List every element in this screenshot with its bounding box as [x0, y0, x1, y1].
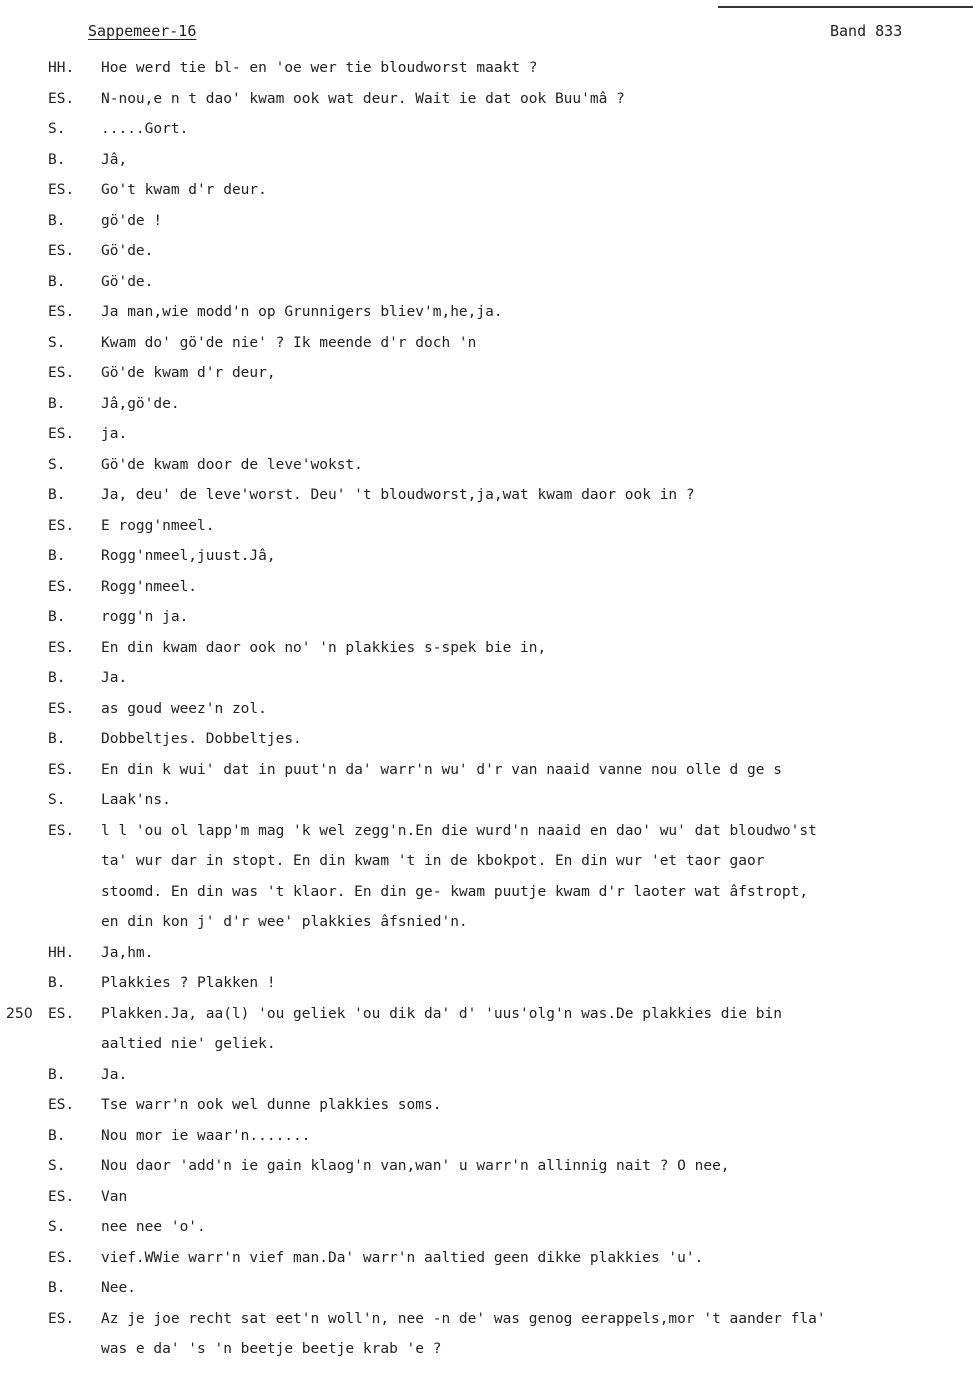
speaker-label: ES. — [48, 761, 75, 778]
transcript — [0, 53, 973, 1365]
transcript-row — [0, 968, 973, 999]
transcript-row — [0, 145, 973, 176]
speaker-label: ES. — [48, 822, 75, 839]
transcript-row — [0, 328, 973, 359]
transcript-row — [0, 480, 973, 511]
utterance-line: Rogg'nmeel. — [101, 578, 198, 595]
speaker-label: B. — [48, 975, 66, 991]
transcript-row — [0, 1182, 973, 1213]
transcript-row — [0, 633, 973, 664]
speaker-label: B. — [48, 731, 66, 747]
line-number: 250 — [6, 1005, 33, 1022]
transcript-row — [0, 1304, 973, 1365]
speaker-label: ES. — [48, 639, 75, 656]
utterance-line: Jâ, — [101, 151, 128, 168]
transcript-row — [0, 1273, 973, 1304]
transcript-row — [0, 358, 973, 389]
utterance-line: as goud weez'n zol. — [101, 700, 267, 717]
speaker-label: S. — [48, 121, 66, 137]
speaker-label: B. — [48, 1280, 66, 1296]
utterance-line: vief.WWie warr'n vief man.Da' warr'n aaltied geen dikke plakkies 'u'. — [101, 1249, 704, 1266]
transcript-row — [0, 541, 973, 572]
utterance-line: En din kwam daor ook no' 'n plakkies s-spek bie in, — [101, 639, 547, 656]
speaker-label: HH. — [48, 944, 75, 961]
utterance-line: Hoe werd tie bl- en 'oe wer tie bloudworst maakt ? — [101, 60, 538, 76]
speaker-label: B. — [48, 151, 66, 168]
transcript-row — [0, 755, 973, 786]
speaker-label: B. — [48, 273, 66, 290]
transcript-row — [0, 785, 973, 816]
utterance-line: Az je joe recht sat eet'n woll'n, nee -n de' was genog eerappels,mor 't aander fla' — [101, 1310, 826, 1327]
speaker-label: B. — [48, 1127, 66, 1144]
utterance-line: N-nou,e n t dao' kwam ook wat deur. Wait ie dat ook Buu'mâ ? — [101, 90, 625, 107]
utterance-line: Laak'ns. — [101, 792, 171, 808]
band-label: Band 833 — [830, 22, 903, 40]
transcript-row — [0, 816, 973, 938]
speaker-label: ES. — [48, 1249, 75, 1266]
speaker-label: ES. — [48, 1005, 75, 1022]
speaker-label: ES. — [48, 304, 75, 320]
transcript-row — [0, 1151, 973, 1182]
speaker-label: ES. — [48, 1097, 75, 1113]
utterance-line: E rogg'nmeel. — [101, 517, 215, 534]
utterance-line: Tse warr'n ook wel dunne plakkies soms. — [101, 1097, 442, 1113]
transcript-row — [0, 236, 973, 267]
speaker-label: ES. — [48, 1310, 75, 1327]
transcript-row — [0, 511, 973, 542]
utterance-line: Ja. — [101, 1066, 128, 1083]
utterance-line: En din k wui' dat in puut'n da' warr'n wu' d'r van naaid vanne nou olle d ge s — [101, 761, 782, 778]
speaker-label: ES. — [48, 700, 75, 717]
transcript-row — [0, 602, 973, 633]
speaker-label: ES. — [48, 578, 75, 595]
transcript-row — [0, 1121, 973, 1152]
document-title: Sappemeer-16 — [88, 22, 197, 40]
transcript-row — [0, 1060, 973, 1091]
speaker-label: ES. — [48, 90, 75, 107]
utterance-line: Nou mor ie waar'n....... — [101, 1127, 311, 1144]
utterance-line: Kwam do' gö'de nie' ? Ik meende d'r doch 'n — [101, 334, 477, 351]
utterance-line: .....Gort. — [101, 121, 189, 137]
utterance-line: Gö'de kwam d'r deur, — [101, 365, 276, 381]
transcript-row — [0, 663, 973, 694]
utterance-line: nee nee 'o'. — [101, 1219, 206, 1235]
speaker-label: ES. — [48, 243, 75, 259]
utterance-line: Gö'de kwam door de leve'wokst. — [101, 456, 363, 473]
transcript-row — [0, 175, 973, 206]
speaker-label: S. — [48, 1219, 66, 1235]
utterance-line: Dobbeltjes. Dobbeltjes. — [101, 731, 302, 747]
speaker-label: S. — [48, 1158, 66, 1174]
transcript-row — [0, 450, 973, 481]
utterance-line: Van — [101, 1188, 128, 1205]
transcript-row — [0, 1090, 973, 1121]
utterance-line: Jâ,gö'de. — [101, 395, 180, 412]
utterance-line: Ja,hm. — [101, 944, 154, 961]
speaker-label: ES. — [48, 365, 75, 381]
speaker-label: HH. — [48, 60, 75, 76]
transcript-row — [0, 694, 973, 725]
utterance-line: ja. — [101, 426, 128, 442]
speaker-label: S. — [48, 792, 66, 808]
utterance-line: en din kon j' d'r wee' plakkies âfsnied'n. — [101, 914, 468, 930]
top-rule — [718, 6, 973, 8]
speaker-label: S. — [48, 334, 66, 351]
utterance-line: gö'de ! — [101, 212, 163, 229]
speaker-label: ES. — [48, 426, 75, 442]
utterance-line: Ja. — [101, 670, 128, 686]
utterance-line: rogg'n ja. — [101, 609, 189, 625]
utterance-line: ta' wur dar in stopt. En din kwam 't in de kbokpot. En din wur 'et taor gaor — [101, 853, 765, 869]
utterance-line: Nee. — [101, 1280, 136, 1296]
speaker-label: B. — [48, 670, 66, 686]
speaker-label: ES. — [48, 1188, 75, 1205]
utterance-line: Plakken.Ja, aa(l) 'ou geliek 'ou dik da' d' 'uus'olg'n was.De plakkies die bin — [101, 1005, 782, 1022]
speaker-label: B. — [48, 395, 66, 412]
speaker-label: S. — [48, 456, 66, 473]
transcript-row — [0, 267, 973, 298]
utterance-line: aaltied nie' geliek. — [101, 1036, 276, 1052]
transcript-row — [0, 1212, 973, 1243]
transcript-row — [0, 297, 973, 328]
speaker-label: B. — [48, 609, 66, 625]
transcript-row — [0, 84, 973, 115]
speaker-label: B. — [48, 548, 66, 564]
speaker-label: B. — [48, 212, 66, 229]
utterance-line: Rogg'nmeel,juust.Jâ, — [101, 548, 276, 564]
transcript-row — [0, 114, 973, 145]
speaker-label: B. — [48, 1066, 66, 1083]
utterance-line: Plakkies ? Plakken ! — [101, 975, 276, 991]
speaker-label: ES. — [48, 517, 75, 534]
transcript-row — [0, 938, 973, 969]
transcript-row — [0, 999, 973, 1060]
utterance-line: was e da' 's 'n beetje beetje krab 'e ? — [101, 1341, 442, 1357]
transcript-row — [0, 419, 973, 450]
transcript-row — [0, 389, 973, 420]
speaker-label: B. — [48, 487, 66, 503]
transcript-row — [0, 1243, 973, 1274]
transcript-row — [0, 572, 973, 603]
utterance-line: Ja man,wie modd'n op Grunnigers bliev'm,he,ja. — [101, 304, 503, 320]
transcript-row — [0, 206, 973, 237]
utterance-line: Gö'de. — [101, 243, 154, 259]
utterance-line: Nou daor 'add'n ie gain klaog'n van,wan' u warr'n allinnig nait ? O nee, — [101, 1158, 730, 1174]
utterance-line: Gö'de. — [101, 273, 154, 290]
speaker-label: ES. — [48, 182, 75, 198]
utterance-line: Go't kwam d'r deur. — [101, 182, 267, 198]
transcript-row — [0, 724, 973, 755]
utterance-line: l l 'ou ol lapp'm mag 'k wel zegg'n.En die wurd'n naaid en dao' wu' dat bloudwo'st — [101, 822, 817, 839]
utterance-line: Ja, deu' de leve'worst. Deu' 't bloudworst,ja,wat kwam daor ook in ? — [101, 487, 695, 503]
utterance-line: stoomd. En din was 't klaor. En din ge- kwam puutje kwam d'r laoter wat âfstropt, — [101, 883, 809, 900]
transcript-row — [0, 53, 973, 84]
